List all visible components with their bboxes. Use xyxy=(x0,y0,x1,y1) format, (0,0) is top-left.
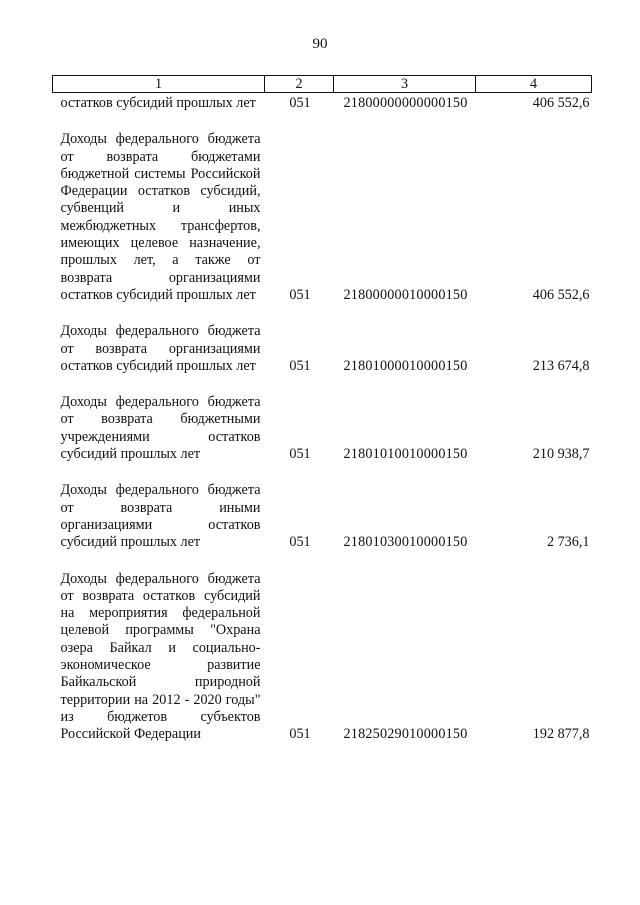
row-description: Доходы федерального бюджета от возврата остатков субсидий на мероприятия федеральной целевой программы "Охрана озера Байкал и социально-экономическое развитие Байкальской природной территории на 2012 - 2020 годы" из бюджетов субъектов Российской Федерации xyxy=(60,570,261,743)
row-amount: 192 877,8 xyxy=(532,726,590,743)
row-amount: 213 674,8 xyxy=(532,357,590,374)
row-admin-code: 051 xyxy=(289,286,311,303)
page-number: 90 xyxy=(312,36,328,52)
table-body xyxy=(53,93,592,744)
row-budget-code: 21800000000000150 xyxy=(343,95,468,111)
row-amount: 406 552,6 xyxy=(532,95,590,111)
table-row xyxy=(53,375,592,463)
row-description: остатков субсидий прошлых лет xyxy=(60,95,256,111)
table-row xyxy=(53,463,592,551)
row-admin-code: 051 xyxy=(289,446,311,463)
column-header-4: 4 xyxy=(476,76,592,93)
column-header-2: 2 xyxy=(265,76,334,93)
row-description: Доходы федерального бюджета от возврата иными организациями остатков субсидий прошлых лет xyxy=(60,482,261,551)
table-row xyxy=(53,304,592,375)
row-budget-code: 21801010010000150 xyxy=(343,446,468,463)
row-amount: 2 736,1 xyxy=(546,534,590,551)
row-budget-code: 21825029010000150 xyxy=(343,726,468,743)
row-admin-code: 051 xyxy=(289,95,311,111)
row-amount: 406 552,6 xyxy=(532,286,590,303)
column-header-3: 3 xyxy=(334,76,476,93)
row-budget-code: 21801030010000150 xyxy=(343,534,468,551)
column-header-1: 1 xyxy=(53,76,265,93)
row-admin-code: 051 xyxy=(289,726,311,743)
row-description: Доходы федерального бюджета от возврата организациями остатков субсидий прошлых лет xyxy=(60,323,261,374)
row-description: Доходы федерального бюджета от возврата бюджетами бюджетной системы Российской Федерации остатков субсидий, субвенций и иных межбюджетных трансфертов, имеющих целевое назначение, прошлых лет, а также от возврата организациями остатков субсидий прошлых лет xyxy=(60,131,261,303)
budget-table xyxy=(52,75,592,744)
row-budget-code: 21800000010000150 xyxy=(343,286,468,303)
table-row xyxy=(53,93,592,113)
table-header xyxy=(53,76,592,93)
row-amount: 210 938,7 xyxy=(532,446,590,463)
row-admin-code: 051 xyxy=(289,534,311,551)
row-admin-code: 051 xyxy=(289,357,311,374)
row-budget-code: 21801000010000150 xyxy=(343,357,468,374)
row-description: Доходы федерального бюджета от возврата бюджетными учреждениями остатков субсидий прошлых лет xyxy=(60,394,261,463)
table-row xyxy=(53,112,592,304)
table-row xyxy=(53,552,592,744)
